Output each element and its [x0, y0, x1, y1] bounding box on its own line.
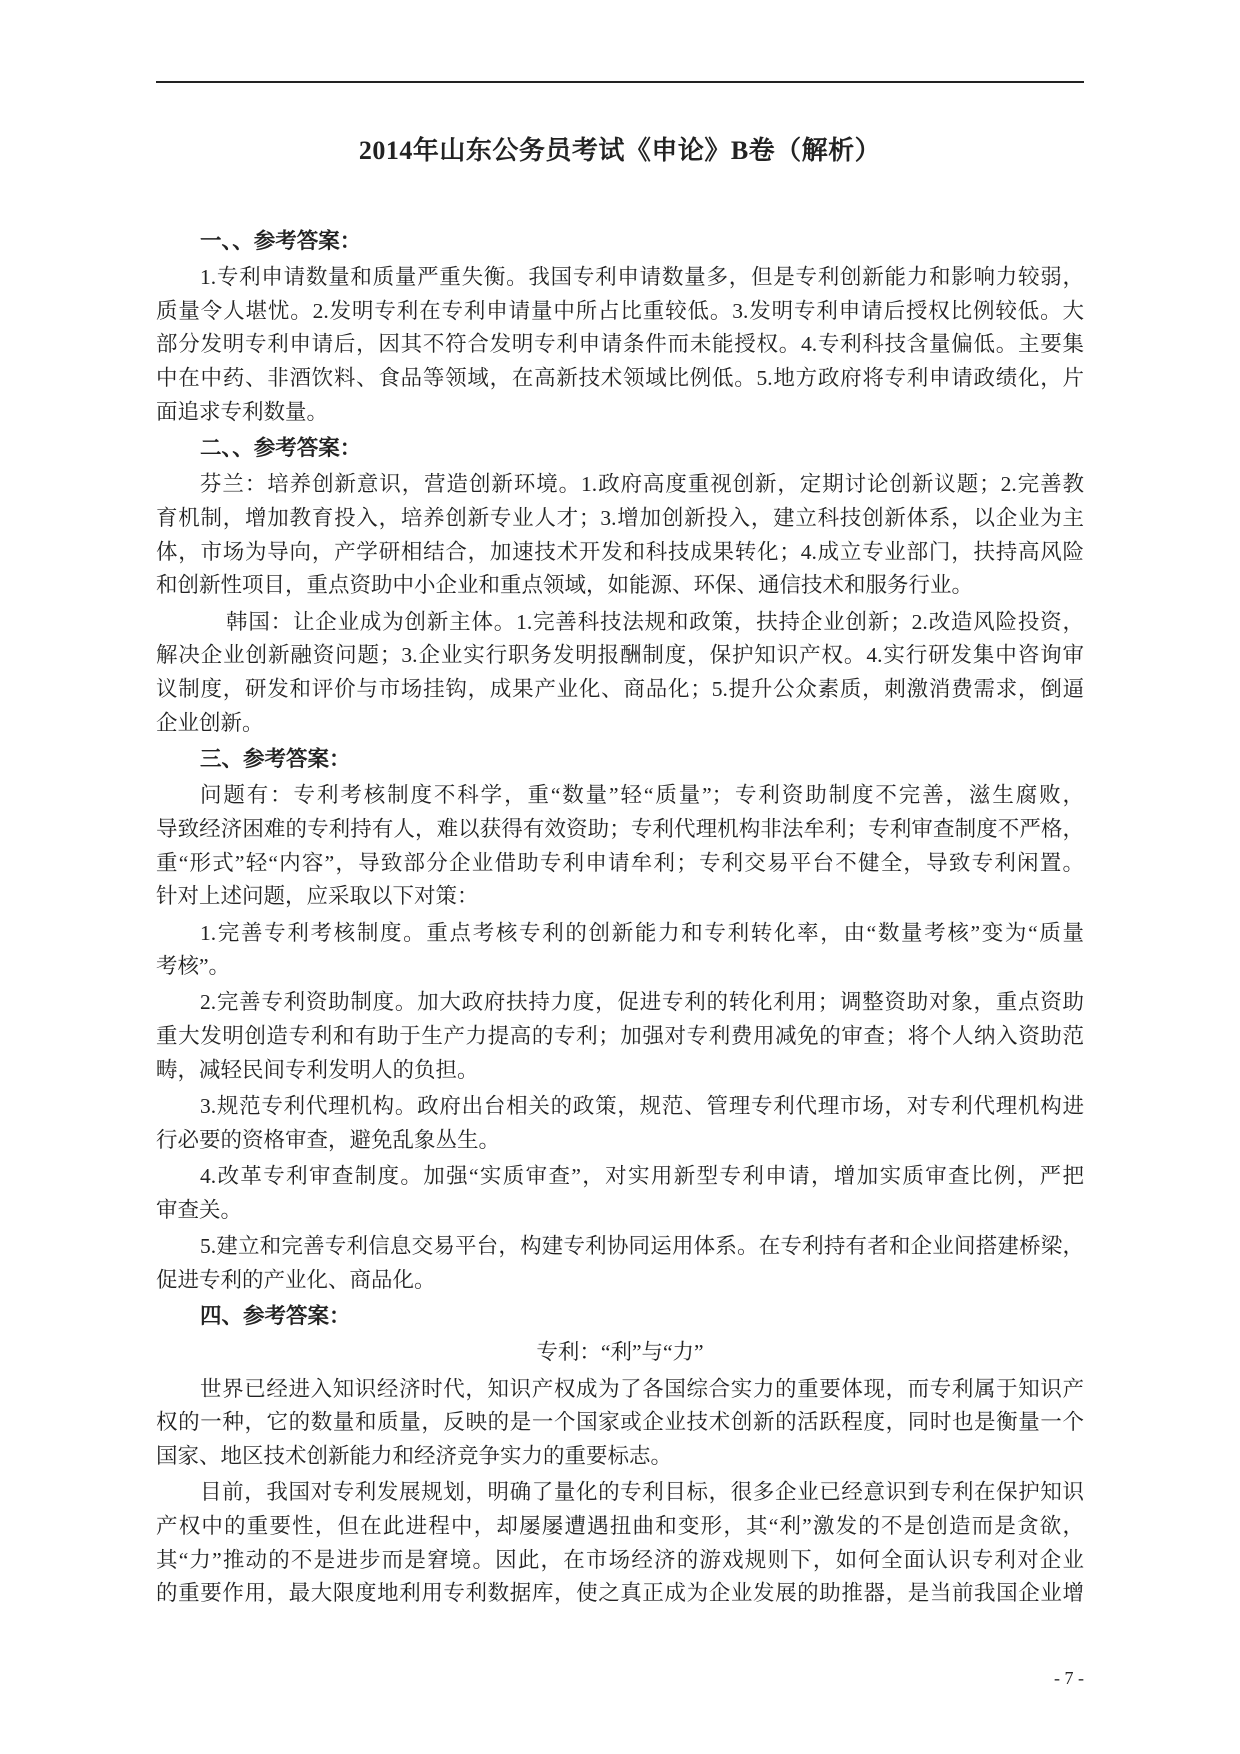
paragraph-line: 的重要作用，最大限度地利用专利数据库，使之真正成为企业发展的助推器，是当前我国企业增 — [156, 1581, 1084, 1606]
paragraph — [156, 986, 1084, 1087]
paragraph-line: 1.完善专利考核制度。重点考核专利的创新能力和专利转化率，由“数量考核”变为“质量 — [200, 920, 1084, 945]
paragraph-line: 1.专利申请数量和质量严重失衡。我国专利申请数量多，但是专利创新能力和影响力较弱， — [200, 264, 1084, 289]
paragraph-line: 权的一种，它的数量和质量，反映的是一个国家或企业技术创新的活跃程度，同时也是衡量一个 — [156, 1410, 1084, 1435]
paragraph-line: 质量令人堪忧。2.发明专利在专利申请量中所占比重较低。3.发明专利申请后授权比例较低。大 — [156, 298, 1084, 323]
essay-title: 专利：“利”与“力” — [536, 1340, 704, 1365]
paragraph-line: 面追求专利数量。 — [156, 399, 329, 424]
paragraph-line: 其“力”推动的不是进步而是窘境。因此，在市场经济的游戏规则下，如何全面认识专利对企业 — [156, 1547, 1084, 1572]
paragraph — [156, 1230, 1084, 1297]
paragraph-line: 芬兰：培养创新意识，营造创新环境。1.政府高度重视创新，定期讨论创新议题；2.完善教 — [200, 472, 1084, 497]
page-number: - 7 - — [1054, 1668, 1084, 1688]
paragraph-line: 导致经济困难的专利持有人，难以获得有效资助；专利代理机构非法牟利；专利审查制度不严格， — [156, 816, 1084, 841]
paragraph-line: 3.规范专利代理机构。政府出台相关的政策，规范、管理专利代理市场，对专利代理机构进 — [200, 1094, 1084, 1119]
paragraph-line: 考核”。 — [156, 954, 231, 979]
paragraph-line: 重“形式”轻“内容”，导致部分企业借助专利申请牟利；专利交易平台不健全，导致专利闲置。 — [156, 850, 1084, 875]
paragraph — [156, 917, 1084, 984]
paragraph-line: 国家、地区技术创新能力和经济竞争实力的重要标志。 — [156, 1443, 673, 1468]
paragraph-line: 针对上述问题，应采取以下对策： — [156, 884, 479, 909]
paragraph-line: 审查关。 — [156, 1197, 243, 1222]
paragraph-line: 议制度，研发和评价与市场挂钩，成果产业化、商品化；5.提升公众素质，刺激消费需求，倒逼 — [156, 676, 1084, 701]
document-title: 2014年山东公务员考试《申论》B卷（解析） — [358, 136, 882, 165]
section-heading: 三、参考答案： — [200, 746, 351, 771]
paragraph-line: 5.建立和完善专利信息交易平台，构建专利协同运用体系。在专利持有者和企业间搭建桥梁， — [200, 1234, 1084, 1259]
paragraph-line: 2.完善专利资助制度。加大政府扶持力度，促进专利的转化利用；调整资助对象，重点资助 — [200, 990, 1084, 1015]
section-heading: 一、、参考答案： — [200, 228, 362, 253]
paragraph-line: 韩国：让企业成为创新主体。1.完善科技法规和政策，扶持企业创新；2.改造风险投资， — [226, 609, 1084, 634]
paragraph-line: 行必要的资格审查，避免乱象丛生。 — [156, 1127, 501, 1152]
paragraph — [156, 779, 1084, 914]
paragraph-line: 解决企业创新融资问题；3.企业实行职务发明报酬制度，保护知识产权。4.实行研发集中咨询审 — [156, 643, 1084, 668]
paragraph-line: 企业创新。 — [156, 710, 264, 735]
paragraph — [156, 1160, 1084, 1227]
paragraph-line: 重大发明创造专利和有助于生产力提高的专利；加强对专利费用减免的审查；将个人纳入资助范 — [156, 1024, 1084, 1049]
paragraph-line: 目前，我国对专利发展规划，明确了量化的专利目标，很多企业已经意识到专利在保护知识 — [200, 1480, 1084, 1505]
paragraph-line: 世界已经进入知识经济时代，知识产权成为了各国综合实力的重要体现，而专利属于知识产 — [200, 1376, 1084, 1401]
paragraph — [156, 1476, 1084, 1611]
paragraph — [156, 1090, 1084, 1157]
paragraph — [156, 468, 1084, 603]
paragraph-line: 育机制，增加教育投入，培养创新专业人才；3.增加创新投入，建立科技创新体系，以企业为主 — [156, 505, 1084, 530]
paragraph-line: 畴，减轻民间专利发明人的负担。 — [156, 1057, 479, 1082]
paragraph-line: 产权中的重要性，但在此进程中，却屡屡遭遇扭曲和变形，其“利”激发的不是创造而是贪欲， — [156, 1513, 1084, 1538]
header-rule — [156, 81, 1084, 83]
section-heading: 四、参考答案： — [200, 1304, 351, 1329]
paragraph-line: 促进专利的产业化、商品化。 — [156, 1267, 436, 1292]
section-heading: 二、、参考答案： — [200, 435, 362, 460]
paragraph-line: 体，市场为导向，产学研相结合，加速技术开发和科技成果转化；4.成立专业部门，扶持高风险 — [156, 539, 1084, 564]
paragraph-line: 中在中药、非酒饮料、食品等领域，在高新技术领域比例低。5.地方政府将专利申请政绩化，片 — [156, 365, 1084, 390]
paragraph-line: 4.改革专利审查制度。加强“实质审查”，对实用新型专利申请，增加实质审查比例，严把 — [200, 1164, 1084, 1189]
paragraph-line: 问题有：专利考核制度不科学，重“数量”轻“质量”；专利资助制度不完善，滋生腐败， — [200, 783, 1084, 808]
document-body — [156, 222, 1084, 1611]
paragraph-line: 部分发明专利申请后，因其不符合发明专利申请条件而未能授权。4.专利科技含量偏低。主要集 — [156, 332, 1084, 357]
paragraph — [156, 1373, 1084, 1474]
paragraph — [156, 606, 1084, 741]
paragraph-line: 和创新性项目，重点资助中小企业和重点领域，如能源、环保、通信技术和服务行业。 — [156, 573, 974, 598]
paragraph — [156, 261, 1084, 429]
